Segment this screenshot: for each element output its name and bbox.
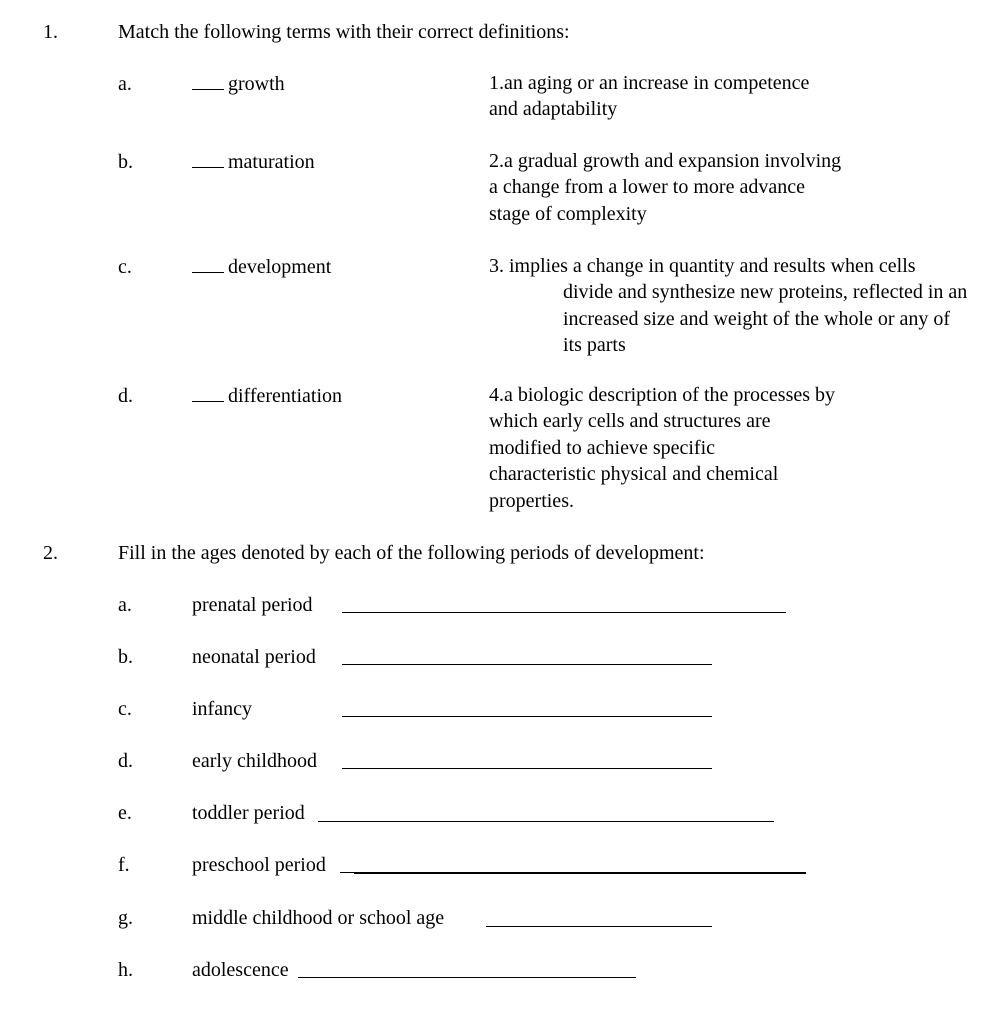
q1-item-c-blank[interactable] — [192, 254, 224, 273]
definition-3-line: increased size and weight of the whole or any of — [563, 307, 951, 330]
q2-item-c-term: infancy — [192, 698, 252, 720]
question-2-instruction: Fill in the ages denoted by each of the following periods of development: — [118, 542, 705, 564]
q1-item-d-term: differentiation — [228, 385, 343, 407]
q2-item-b-answer-line[interactable] — [342, 664, 712, 665]
definition-1-line: and adaptability — [489, 98, 618, 121]
definition-4-line: which early cells and structures are — [489, 410, 771, 433]
q1-definition-2 — [489, 148, 841, 227]
q2-item-e-answer-line[interactable] — [318, 821, 774, 822]
q1-item-d-letter: d. — [118, 385, 133, 407]
q2-item-d-term: early childhood — [192, 750, 317, 772]
definition-4-line: modified to achieve specific — [489, 436, 716, 459]
q2-item-a-term: prenatal period — [192, 594, 313, 616]
definition-2-line: 2.a gradual growth and expansion involving — [489, 150, 842, 172]
definition-4-line: 4.a biologic description of the processes by — [489, 384, 836, 406]
q1-definition-1 — [489, 70, 809, 123]
definition-3-line: divide and synthesize new proteins, reflected in an — [563, 281, 968, 304]
definition-2-line: a change from a lower to more advance — [489, 176, 805, 199]
q2-item-e-term: toddler period — [192, 802, 305, 824]
q2-item-a-answer-line[interactable] — [342, 612, 786, 613]
q2-item-f-answer-line-thin[interactable] — [340, 872, 354, 873]
q1-item-a-blank[interactable] — [192, 71, 224, 90]
q1-item-d-blank[interactable] — [192, 383, 224, 402]
question-2-number: 2. — [43, 542, 58, 564]
q1-definition-3 — [489, 253, 967, 359]
definition-4-line: properties. — [489, 489, 574, 512]
definition-3-line: its parts — [563, 334, 626, 357]
q2-item-g-letter: g. — [118, 907, 133, 929]
q1-item-c — [192, 254, 331, 280]
definition-4-line: characteristic physical and chemical — [489, 463, 779, 486]
q2-item-g-term: middle childhood or school age — [192, 907, 445, 929]
q2-item-h-term: adolescence — [192, 959, 289, 981]
q2-item-b-letter: b. — [118, 646, 133, 668]
q2-item-d-answer-line[interactable] — [342, 768, 712, 769]
q1-item-a-term: growth — [228, 73, 285, 95]
q1-item-b — [192, 149, 315, 175]
q1-item-b-blank[interactable] — [192, 149, 224, 168]
q1-item-d — [192, 383, 342, 409]
q2-item-f-answer-line[interactable] — [354, 872, 806, 874]
q1-item-c-term: development — [228, 256, 332, 278]
q1-definition-4 — [489, 382, 835, 514]
q2-item-f-letter: f. — [118, 854, 130, 876]
definition-2-line: stage of complexity — [489, 202, 647, 225]
q2-item-c-letter: c. — [118, 698, 132, 720]
q1-item-b-letter: b. — [118, 151, 133, 173]
q2-item-g-answer-line[interactable] — [486, 926, 712, 927]
question-1-number: 1. — [43, 21, 58, 43]
q2-item-e-letter: e. — [118, 802, 132, 824]
q2-item-h-answer-line[interactable] — [298, 977, 636, 978]
q1-item-a-letter: a. — [118, 73, 132, 95]
q2-item-b-term: neonatal period — [192, 646, 316, 668]
q2-item-f-term: preschool period — [192, 854, 326, 876]
definition-3-line: 3. implies a change in quantity and results when cells — [489, 255, 916, 277]
definition-1-line: 1.an aging or an increase in competence — [489, 72, 810, 94]
q1-item-a — [192, 71, 285, 97]
q1-item-c-letter: c. — [118, 256, 132, 278]
q2-item-h-letter: h. — [118, 959, 133, 981]
q2-item-a-letter: a. — [118, 594, 132, 616]
q2-item-d-letter: d. — [118, 750, 133, 772]
q2-item-c-answer-line[interactable] — [342, 716, 712, 717]
question-1-instruction: Match the following terms with their correct definitions: — [118, 21, 570, 43]
q1-item-b-term: maturation — [228, 151, 315, 173]
